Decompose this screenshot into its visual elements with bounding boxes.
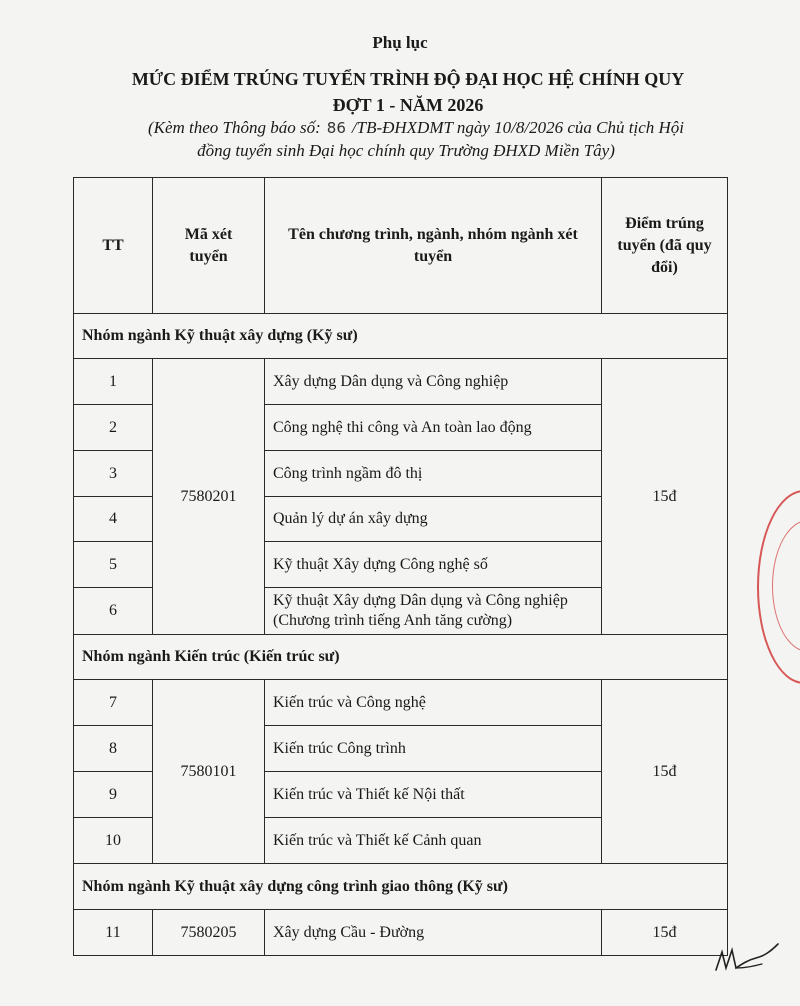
header-score [602,178,728,314]
header-name-text: Tên chương trình, ngành, nhóm ngành xét tuyển [288,225,578,265]
row-code: 7580101 [153,680,265,864]
row-name: Kiến trúc Công trình [265,726,602,772]
document-subtitle: ĐỢT 1 - NĂM 2026 [332,95,484,115]
row-tt: 3 [74,451,153,497]
document-title: MỨC ĐIỂM TRÚNG TUYỂN TRÌNH ĐỘ ĐẠI HỌC HỆ CHÍNH QUY [131,69,685,89]
document-note-line1 [16,118,800,138]
row-name: Kỹ thuật Xây dựng Dân dụng và Công nghiệp (Chương trình tiếng Anh tăng cường) [265,588,602,635]
row-name: Kiến trúc và Công nghệ [265,680,602,726]
row-tt: 6 [74,588,153,635]
row-tt: 11 [74,910,153,956]
note-number: 86 [326,119,346,137]
header-tt: TT [74,178,153,314]
header-code [153,178,265,314]
header-name [265,178,602,314]
row-tt: 5 [74,542,153,588]
group-title: Nhóm ngành Kỹ thuật xây dựng công trình giao thông (Kỹ sư) [74,864,728,910]
group-row [74,635,728,680]
row-tt: 8 [74,726,153,772]
row-score: 15đ [602,359,728,635]
group-title: Nhóm ngành Kỹ thuật xây dựng (Kỹ sư) [74,314,728,359]
note-prefix: (Kèm theo Thông báo số: [147,118,321,137]
row-code: 7580205 [153,910,265,956]
table-row [74,910,728,956]
group-row [74,314,728,359]
row-name: Công nghệ thi công và An toàn lao động [265,405,602,451]
signature-mark [712,938,782,978]
row-score: 15đ [602,680,728,864]
row-tt: 7 [74,680,153,726]
row-name: Kiến trúc và Thiết kế Nội thất [265,772,602,818]
table-header-row [74,178,728,314]
row-tt: 1 [74,359,153,405]
row-score: 15đ [602,910,728,956]
group-title: Nhóm ngành Kiến trúc (Kiến trúc sư) [74,635,728,680]
row-tt: 4 [74,497,153,542]
group-row [74,864,728,910]
admission-score-table [73,177,728,956]
row-name: Kỹ thuật Xây dựng Công nghệ số [265,542,602,588]
row-tt: 2 [74,405,153,451]
header-score-text: Điểm trúng tuyển (đã quy đổi) [617,214,712,276]
row-code: 7580201 [153,359,265,635]
row-name: Kiến trúc và Thiết kế Cảnh quan [265,818,602,864]
table-row [74,359,728,405]
document-note-line2: đồng tuyển sinh Đại học chính quy Trường ĐHXD Miền Tây) [197,141,615,160]
row-name: Quản lý dự án xây dựng [265,497,602,542]
row-name: Xây dựng Dân dụng và Công nghiệp [265,359,602,405]
row-name: Xây dựng Cầu - Đường [265,910,602,956]
row-name: Công trình ngầm đô thị [265,451,602,497]
header-code-text: Mã xét tuyển [184,225,233,265]
row-tt: 10 [74,818,153,864]
appendix-label: Phụ lục [372,33,428,52]
table-row [74,680,728,726]
note-suffix: /TB-ĐHXDMT ngày 10/8/2026 của Chủ tịch Hội [351,118,685,137]
row-tt: 9 [74,772,153,818]
